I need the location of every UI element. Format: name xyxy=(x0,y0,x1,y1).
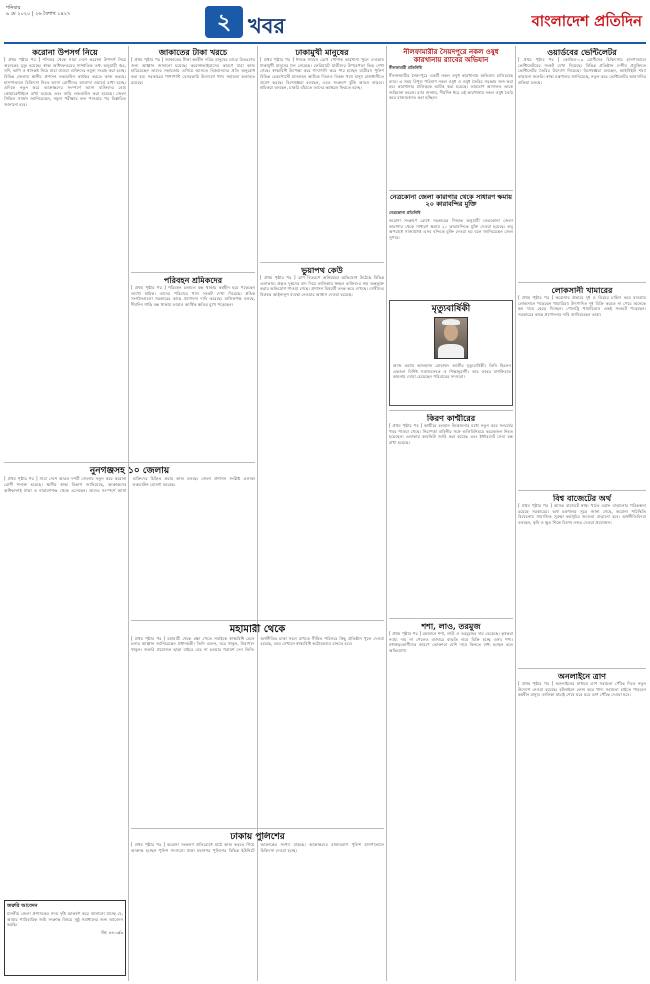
masthead xyxy=(0,0,650,44)
story-body: [ প্রথম পৃষ্ঠার পর ] পরিবহন চলাচল বন্ধ থাকায় কর্মহীন হয়ে পড়েছেন লাখো শ্রমিক। তাদের পরিবারে খাদ্য সংকট দেখা দিয়েছে। শ্রমিক সংগঠনগুলো সরকারের কাছে প্রণোদনা দাবি করেছে। মালিকপক্ষ বলছে, দীর্ঘদিন গাড়ি বন্ধ থাকায় তারাও আর্থিক ক্ষতির মুখে পড়েছেন। xyxy=(131,285,255,307)
headline: শশা, লাও, তরমুজ xyxy=(421,622,481,631)
brand-name: বাংলাদেশ প্রতিদিন xyxy=(531,12,642,30)
headline: জাকাতের টাকা খরচে xyxy=(158,48,228,57)
story-body: [ প্রথম পৃষ্ঠার পর ] অনলাইনের মাধ্যমে ত্রাণ সহায়তা পৌঁছে দিতে নতুন উদ্যোগ নেওয়া হয়েছে। হটলাইনে ফোন করে খাদ্য সহায়তা চাইতে পারবেন কর্মহীন মানুষ। তালিকা যাচাই শেষে ঘরে ঘরে ত্রাণ পৌঁছে দেওয়া হবে। xyxy=(518,681,646,698)
headline: ওয়ার্ডবের ভেন্টিলেটর xyxy=(547,48,617,57)
headline: করোনা উপসর্গ নিয়ে xyxy=(32,48,98,57)
story-online xyxy=(518,672,646,972)
headline: পরিবহন শ্রমিকদের xyxy=(163,276,223,285)
headline: ঢাকামুখী মানুষের xyxy=(295,48,349,57)
story-kiran xyxy=(389,414,513,614)
page-number: ২ xyxy=(205,6,243,38)
story-corona xyxy=(4,48,126,458)
brand-logo xyxy=(492,6,642,38)
masthead-rule xyxy=(4,42,646,44)
column-divider xyxy=(386,46,387,981)
story-body: [ প্রথম পৃষ্ঠার পর ] সারা দেশে আরও দশটি জেলায় নতুন করে করোনা রোগী শনাক্ত হয়েছে। স্থানীয় স্বাস্থ্য বিভাগ জানিয়েছে, আক্রান্তদের অধিকাংশই ঢাকা ও নারায়ণগঞ্জ থেকে এসেছেন। তাদের সংস্পর্শে আসা ব্যক্তিদের চিহ্নিত করার কাজ চলছে। জেলা প্রশাসন সংশ্লিষ্ট এলাকা লকডাউন ঘোষণা করেছে। xyxy=(4,476,255,493)
story-body: [ প্রথম পৃষ্ঠার পর ] জাকাতের টাকা কর্মহীন দরিদ্র মানুষের মাঝে বিতরণের জন্য আহ্বান জানানো হয়েছে। করোনাভাইরাসের কারণে যারা কাজ হারিয়েছেন তাদের সহায়তায় এগিয়ে আসতে বিত্তবানদের প্রতি অনুরোধ করা হয়। সরকারের পাশাপাশি বেসরকারি উদ্যোগে খাদ্য সহায়তা অব্যাহত রয়েছে। xyxy=(131,57,255,85)
story-netrokona xyxy=(389,194,513,294)
story-nilfamari xyxy=(389,48,513,186)
story-body: [ প্রথম পৃষ্ঠার পর ] রমজানে শশা, লাউ ও তরমুজের দাম বেড়েছে। কৃষকরা ন্যায্য দাম না পেলেও বাজারে বাড়তি দামে বিক্রি হচ্ছে এসব পণ্য। মধ্যস্বত্বভোগীদের কারণে ভোক্তারা বেশি দামে কিনতে বাধ্য হচ্ছেন বলে অভিযোগ। xyxy=(389,631,513,653)
story-ventilator xyxy=(518,48,646,278)
story-budget xyxy=(518,494,646,664)
issue-date xyxy=(6,5,70,17)
story-body: [ প্রথম পৃষ্ঠার পর ] ঈদকে সামনে রেখে পোশাক কারখানা খুলে দেওয়ায় ঢাকামুখী মানুষের ঢল নেমেছে। ফেরিঘাটে যাত্রীদের উপচেপড়া ভিড় দেখা গেছে। স্বাস্থ্যবিধি উপেক্ষা করে গাদাগাদি করে পার হচ্ছেন যাত্রীরা। পুলিশ বিভিন্ন চেকপোস্টে যানবাহন আটকে দিলেও বিকল্প পথে মানুষ রাজধানীতে প্রবেশ করছে। বিশেষজ্ঞরা বলছেন, এতে সংক্রমণ ঝুঁকি আরও বাড়বে। শ্রমিকরা বলছেন, চাকরি বাঁচাতে তাদের কর্মস্থলে ফিরতে হচ্ছে। xyxy=(260,57,384,91)
story-jakat xyxy=(131,48,255,268)
story-body: [ প্রথম পৃষ্ঠার পর ] করোনার প্রভাবে দুধ ও ডিমের চাহিদা কমে যাওয়ায় লোকসানে পড়েছেন খামারিরা। উৎপাদিত দুধ বিক্রি করতে না পেরে অনেকে কম দামে ছেড়ে দিচ্ছেন। পোলট্রি খামারিরাও একই সংকটে পড়েছেন। সরকারের কাছে প্রণোদনার দাবি জানিয়েছেন তারা। xyxy=(518,295,646,317)
weekday: শনিবার xyxy=(6,5,21,11)
story-shosha xyxy=(389,622,513,822)
story-body: [ প্রথম পৃষ্ঠার পর ] আসন্ন বাজেটে স্বাস্থ্য খাতে বরাদ্দ বাড়ানোর পরিকল্পনা রয়েছে সরকারের। অর্থ মন্ত্রণালয় সূত্রে জানা গেছে, করোনা পরিস্থিতি বিবেচনায় সামাজিক সুরক্ষা কর্মসূচির আওতা বাড়ানো হবে। অর্থনীতিবিদরা বলছেন, কৃষি ও ক্ষুদ্র শিল্পে বিশেষ নজর দেওয়া প্রয়োজন। xyxy=(518,503,646,525)
obituary-body: আজ মরহুম আলহাজ মোহাম্মদ আলীর মৃত্যুবার্ষিকী। তিনি ছিলেন একজন বিশিষ্ট সমাজসেবক ও শিক্ষানুরাগী। তার রুহের মাগফিরাত কামনায় দোয়া চেয়েছেন পরিবারের সদস্যরা। xyxy=(393,363,511,380)
portrait-photo xyxy=(434,317,468,359)
headline: বিশ্ব বাজেটের অর্থ xyxy=(552,494,612,503)
headline: নুনগঞ্জসহ ১০ জেলায় xyxy=(89,466,170,476)
headline: লোকসানী খামারের xyxy=(551,286,613,295)
headline: অনলাইনে ত্রাণ xyxy=(558,672,606,681)
story-body: নীলফামারীর সৈয়দপুরে একটি নকল ওষুধ কারখানায় অভিযান চালিয়েছে র‌্যাব। এ সময় বিপুল পরিমাণ নকল ওষুধ ও ওষুধ তৈরির সরঞ্জাম জব্দ করা হয়। কারখানার মালিককে আটক করা হয়েছে। ভ্রাম্যমাণ আদালত তাকে জরিমানা করেন। র‌্যাব জানায়, দীর্ঘদিন ধরে এই কারখানায় নকল ওষুধ তৈরি করে বাজারজাত করা হচ্ছিল। xyxy=(389,73,513,101)
story-nungi xyxy=(4,466,255,616)
obituary-box xyxy=(389,300,513,406)
section-title: খবর xyxy=(248,13,286,38)
story-body: [ প্রথম পৃষ্ঠার পর ] কাশ্মীরে চলমান উত্তেজনার মধ্যে নতুন করে সংঘর্ষের খবর পাওয়া গেছে। নিরাপত্তা বাহিনীর সঙ্গে গুলিবিনিময়ে কয়েকজন নিহত হয়েছেন। এলাকায় কারফিউ জারি করা হয়েছে এবং ইন্টারনেট সেবা বন্ধ রাখা হয়েছে। xyxy=(389,423,513,445)
byline: নেত্রকোনা প্রতিনিধি xyxy=(389,209,421,215)
story-body: [ প্রথম পৃষ্ঠার পর ] কোভিড-১৯ রোগীদের চিকিৎসায় হাসপাতালে ভেন্টিলেটরের সংকট দেখা দিয়েছে। বিভিন্ন প্রতিষ্ঠান দেশীয় প্রযুক্তিতে ভেন্টিলেটর তৈরির উদ্যোগ নিয়েছে। বিশেষজ্ঞরা বলছেন, আইসিইউ শয্যা বাড়ানো জরুরি। স্বাস্থ্য মন্ত্রণালয় জানিয়েছে, নতুন করে ভেন্টিলেটর আমদানির প্রক্রিয়া চলছে। xyxy=(518,57,646,85)
headline: মহামারী থেকে xyxy=(229,624,286,635)
story-body: [ প্রথম পৃষ্ঠার পর ] শনিবার থেকে সারা দেশে করোনা উপসর্গ নিয়ে অনেকের মৃত্যু হয়েছে। স্বাস্থ্য অধিদফতরের সাম্প্রতিক তথ্য অনুযায়ী জ্বর, সর্দি, কাশি ও শ্বাসকষ্ট নিয়ে মারা যাওয়া ব্যক্তিদের নমুনা সংগ্রহ করা হচ্ছে। বিভিন্ন জেলায় স্থানীয় প্রশাসন লকডাউন কার্যকর করতে কাজ করছে। হাসপাতালে চিকিৎসা নিতে আসা রোগীদের আলাদা ওয়ার্ডে রাখা হচ্ছে। এদিকে নতুন করে আক্রান্তদের সংস্পর্শে আসা ব্যক্তিদের হোম কোয়ারেন্টাইনে রাখা হয়েছে এবং বাড়ি লকডাউন করা হয়েছে। জেলা সিভিল সার্জন জানিয়েছেন, নমুনা পরীক্ষার ফল পাওয়ার পর বিস্তারিত জানানো হবে। xyxy=(4,57,126,107)
headline: ঢাকায় পুলিশের xyxy=(230,832,285,842)
classified-ad xyxy=(4,900,126,976)
headline: নেত্রকোনা জেলা কারাগার থেকে সাধারণ ক্ষমায় ২০ কারাবন্দির মুক্তি xyxy=(389,194,513,209)
story-body: [ প্রথম পৃষ্ঠার পর ] মহামারী থেকে রক্ষা পেতে সবাইকে স্বাস্থ্যবিধি মেনে চলার আহ্বান জানিয়েছেন প্রধানমন্ত্রী। তিনি বলেন, ঘরে থাকুন, নিরাপদে থাকুন। জরুরি প্রয়োজন ছাড়া বাইরে বের না হওয়ার পরামর্শ দেন তিনি। অর্থনীতির চাকা সচল রাখতে সীমিত পরিসরে কিছু প্রতিষ্ঠান খুলে দেওয়া হয়েছে, তবে সেখানে স্বাস্থ্যবিধি কঠোরভাবে মানতে হবে। xyxy=(131,635,384,652)
story-mahamari xyxy=(131,624,384,824)
ad-body: মাননীয় জেলা প্রশাসকের সদয় দৃষ্টি আকর্ষণ করে জানানো যাচ্ছে যে, আমার পারিবারিক জমি সংক্রান্ত বিষয়ে সুষ্ঠু সমাধানের জন্য আবেদন করছি। xyxy=(7,911,123,928)
byline: নীলফামারী প্রতিনিধি xyxy=(389,65,422,71)
story-dhaka-police xyxy=(131,832,384,972)
column-divider xyxy=(515,46,516,981)
headline: নীলফামারীর সৈয়দপুরে নকল ওষুধ কারখানায় র‌্যাবের অভিযান xyxy=(403,48,499,65)
headline: ভুয়াপথ কেউ xyxy=(301,266,343,275)
story-dhaka xyxy=(260,48,384,258)
story-body: করোনা সংক্রমণ রোধে সরকারের সিদ্ধান্ত অনুযায়ী নেত্রকোনা জেলা কারাগার থেকে সাধারণ ক্ষমায় ২০ কারাবন্দিকে মুক্তি দেওয়া হয়েছে। লঘু অপরাধে সাজাপ্রাপ্ত এসব বন্দিকে মুক্তি দেওয়া হয় বলে জানিয়েছেন জেল সুপার। xyxy=(389,217,513,240)
story-khamar xyxy=(518,286,646,486)
date-line: ৯ মে ২০২০ | ২৬ বৈশাখ ১৪২৭ xyxy=(6,11,71,17)
obituary-title: মৃত্যুবার্ষিকী xyxy=(431,304,471,314)
headline: কিরণ কাশ্মীরের xyxy=(426,414,476,423)
story-bishwa xyxy=(131,276,255,466)
ad-ref: জি: ৪৪০৩/৩ xyxy=(101,929,123,935)
story-body: [ প্রথম পৃষ্ঠার পর ] করোনা সংক্রমণ প্রতিরোধে মাঠে কাজ করতে গিয়ে আক্রান্ত হচ্ছেন পুলিশ সদস্যরা। ঢাকা মহানগর পুলিশের বিভিন্ন ইউনিটে আক্রান্তের সংখ্যা বাড়ছে। আক্রান্তদের রাজারবাগ পুলিশ হাসপাতালে চিকিৎসা দেওয়া হচ্ছে। xyxy=(131,842,384,853)
story-vuyapath xyxy=(260,266,384,476)
story-body: [ প্রথম পৃষ্ঠার পর ] ত্রাণ বিতরণে অনিয়মের অভিযোগ উঠেছে বিভিন্ন এলাকায়। প্রকৃত দুস্থদের বাদ দিয়ে তালিকায় স্বচ্ছল ব্যক্তিদের নাম অন্তর্ভুক্ত করার অভিযোগ পাওয়া গেছে। প্রশাসন বিষয়টি তদন্ত করে দেখছে। দোষীদের বিরুদ্ধে আইনানুগ ব্যবস্থা নেওয়ার আশ্বাস দেওয়া হয়েছে। xyxy=(260,275,384,297)
ad-title: জরুরি আবেদন xyxy=(7,903,38,909)
